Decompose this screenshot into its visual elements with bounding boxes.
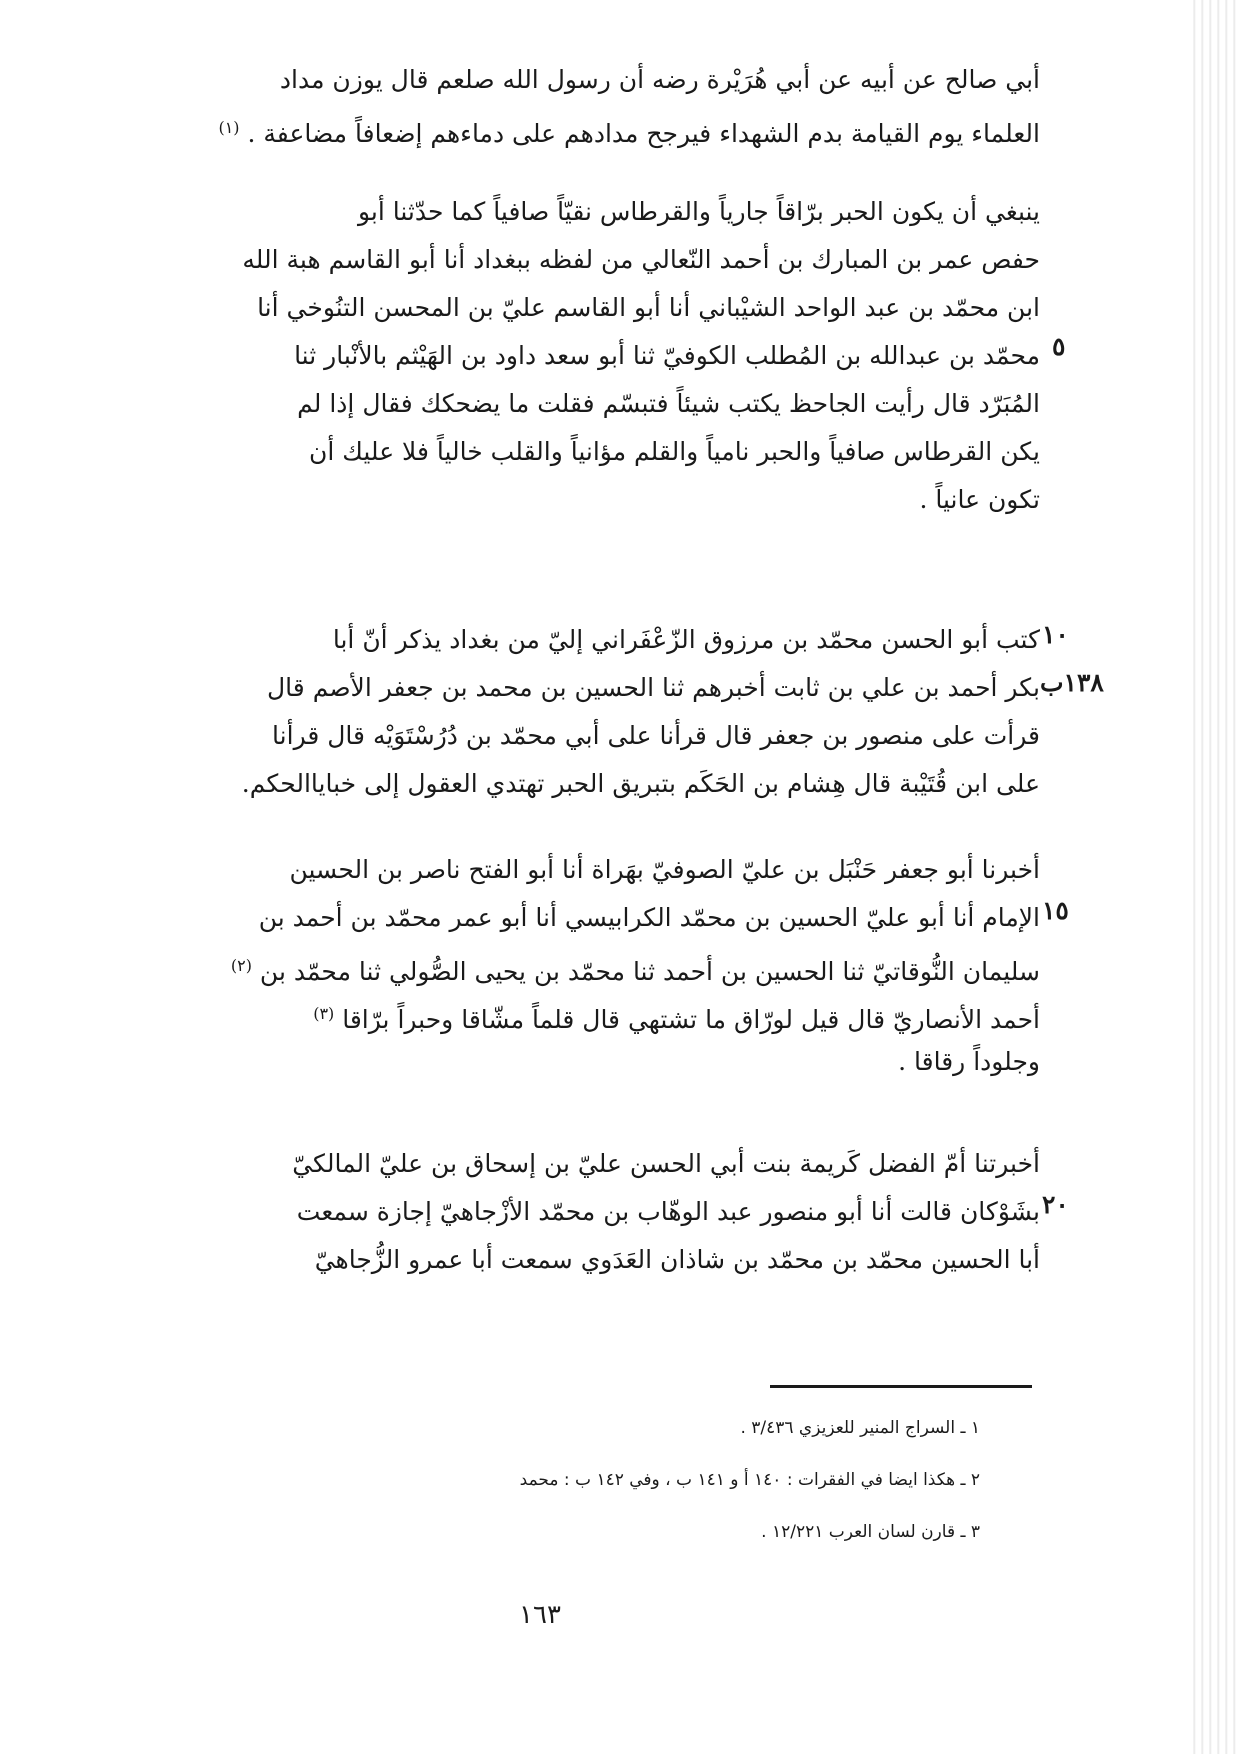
- margin-line-number: ٢٠: [1042, 1190, 1069, 1219]
- paragraph-line: أبا الحسين محمّد بن محمّد بن شاذان العَدَوي سمعت أبا عمرو الزُّجاهيّ: [314, 1245, 1040, 1274]
- paragraph-line: ابن محمّد بن عبد الواحد الشيْباني أنا أبو القاسم عليّ بن المحسن التنُوخي أنا: [257, 293, 1040, 322]
- paragraph-line: سليمان النُّوقاتيّ ثنا الحسين بن أحمد ثنا محمّد بن يحيى الصُّولي ثنا محمّد بن $^{(٢)}$: [230, 956, 1040, 986]
- paragraph-line: العلماء يوم القيامة بدم الشهداء فيرجح مدادهم على دماءهم إضعافاً مضاعفة . $^{(١)}$: [218, 118, 1040, 148]
- page-number: ١٦٣: [519, 1600, 561, 1630]
- paragraph-1: [118, 56, 1040, 152]
- paragraph-line: المُبَرّد قال رأيت الجاحظ يكتب شيئاً فتبسّم فقلت ما يضحكك فقال إذا لم: [297, 389, 1040, 418]
- margin-line-number: ١٥: [1042, 896, 1069, 925]
- paragraph-line: أحمد الأنصاريّ قال قيل لورّاق ما تشتهي قال قلماً مشّاقا وحبراً برّاقا $^{(٣)}$: [313, 1004, 1040, 1034]
- paragraph-line: أخبرنا أبو جعفر حَنْبَل بن عليّ الصوفيّ بهَراة أنا أبو الفتح ناصر بن الحسين: [289, 855, 1040, 884]
- footnote-ref: (٣): [313, 1004, 335, 1023]
- paragraph-line: محمّد بن عبدالله بن المُطلب الكوفيّ ثنا أبو سعد داود بن الهَيْثم بالأنْبار ثنا: [294, 341, 1040, 370]
- paragraph-line: بشَوْكان قالت أنا أبو منصور عبد الوهّاب بن محمّد الأزْجاهيّ إجازة سمعت: [296, 1197, 1040, 1226]
- paragraph-line: حفص عمر بن المبارك بن أحمد النّعالي من لفظه ببغداد أنا أبو القاسم هبة الله: [242, 245, 1040, 274]
- paragraph-5: [118, 1140, 1040, 1284]
- paragraph-line: أبي صالح عن أبيه عن أبي هُرَيْرة رضه أن رسول الله صلعم قال يوزن مداد: [279, 65, 1040, 94]
- margin-line-number: ٥: [1052, 332, 1066, 361]
- paragraph-line: قرأت على منصور بن جعفر قال قرأنا على أبي محمّد بن دُرُسْتَوَيْه قال قرأنا: [272, 721, 1040, 750]
- paragraph-line: يكن القرطاس صافياً والحبر نامياً والقلم مؤانياً والقلب خالياً فلا عليك أن: [309, 437, 1040, 466]
- paragraph-line: وجلوداً رقاقا .: [898, 1047, 1040, 1076]
- paragraph-2: [118, 188, 1040, 524]
- page-edge-shadow: [1188, 0, 1240, 1754]
- footnote-separator: [770, 1385, 1032, 1388]
- footnote-ref: (١): [218, 118, 240, 137]
- margin-line-number: ١٠: [1042, 620, 1069, 649]
- paragraph-3: [118, 616, 1040, 808]
- paragraph-line: على ابن قُتَيْبة قال هِشام بن الحَكَم بتبريق الحبر تهتدي العقول إلى خباياالحكم.: [241, 769, 1040, 798]
- paragraph-line: كتب أبو الحسن محمّد بن مرزوق الزّعْفَراني إليّ من بغداد يذكر أنّ أبا: [332, 625, 1040, 654]
- paragraph-line: الإمام أنا أبو عليّ الحسين بن محمّد الكرابيسي أنا أبو عمر محمّد بن أحمد بن: [258, 903, 1040, 932]
- footnote-ref: (٢): [230, 956, 252, 975]
- paragraph-line: بكر أحمد بن علي بن ثابت أخبرهم ثنا الحسين بن محمد بن جعفر الأصم قال: [267, 673, 1040, 702]
- paragraph-line: أخبرتنا أمّ الفضل كَريمة بنت أبي الحسن عليّ بن إسحاق بن عليّ المالكيّ: [292, 1149, 1040, 1178]
- paragraph-line: ينبغي أن يكون الحبر برّاقاً جارياً والقرطاس نقيّاً صافياً كما حدّثنا أبو: [357, 197, 1040, 226]
- margin-folio-number: ١٣٨ب: [1040, 668, 1104, 697]
- paragraph-4: [118, 846, 1040, 1086]
- footnote-1: ١ ـ السراج المنير للعزيزي ٣/٤٣٦ .: [740, 1418, 980, 1438]
- footnote-3: ٣ ـ قارن لسان العرب ١٢/٢٢١ .: [761, 1522, 980, 1542]
- paragraph-line: تكون عانياً .: [919, 485, 1040, 514]
- footnote-2: ٢ ـ هكذا ايضا في الفقرات : ١٤٠ أ و ١٤١ ب ، وفي ١٤٢ ب : محمد: [519, 1470, 980, 1490]
